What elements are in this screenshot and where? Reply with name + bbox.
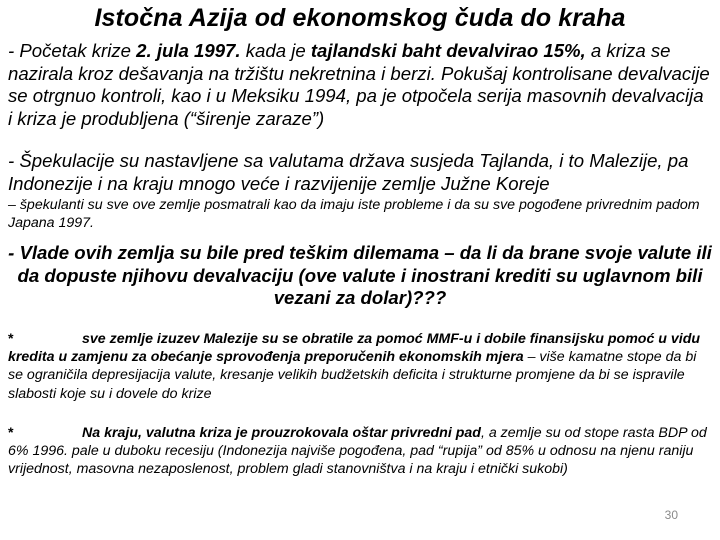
p1-text-e: a kriza se nazirala kroz dešavanja na tržištu nekretnina i berzi. Pokušaj kontrolisane devalvacije se otrgnuo kontroli, kao i u Meksiku 1994, pa je otpočela serija masovnih devalvacija i kriza je produbljena (“širenje zaraze”)	[8, 40, 710, 129]
paragraph-government-dilemma: - Vlade ovih zemlja su bile pred teškim dilemama – da li da brane svoje valute ili da dopuste njihovu devalvaciju (ove valute i inostrani krediti su uglavnom bili vezani za dolar)???	[8, 242, 712, 309]
page-number: 30	[664, 508, 678, 522]
bullet-star: *	[8, 331, 14, 347]
p5-bold-text: sve zemlje izuzev Malezije su se obratile za pomoć MMF-u i dobile finansijsku pomoć u vidu kredita u zamjenu za obećanje sprovođenja preporučenih ekonomskih mjera	[8, 331, 701, 366]
p1-text-a: - Početak krize	[8, 40, 137, 61]
p5-text: – više kamatne stope da bi se ograničila depresijacija valute, kresanje velikih budžetskih deficita i strukturne promjene da bi se ispravile slabosti koje su i dovele do krize	[8, 349, 697, 402]
paragraph-crisis-start	[8, 40, 712, 130]
p1-text-c: kada je	[240, 40, 311, 61]
paragraph-speculation: - Špekulacije su nastavljene sa valutama država susjeda Tajlanda, i to Malezije, pa Indonezije i na kraju mnogo veće i razvijenije zemlje Južne Koreje	[8, 150, 689, 194]
slide-title: Istočna Azija od ekonomskog čuda do kraha	[94, 4, 626, 32]
paragraph-speculators: – špekulanti su sve ove zemlje posmatrali kao da imaju iste probleme i da su sve pogođene privrednim padom Japana 1997.	[8, 197, 700, 232]
paragraph-imf-help	[8, 330, 712, 403]
p1-baht-devaluation: tajlandski baht devalvirao 15%,	[310, 40, 586, 61]
p1-date: 2. jula 1997.	[136, 40, 241, 61]
bullet-star: *	[8, 425, 14, 441]
p6-text: , a zemlje su od stope rasta BDP od 6% 1996. pale u duboku recesiju (Indonezija najviše pogođena, pad “rupija” od 85% u odnosu na njenu raniju vrijednost, masovna nezaposlenost, problem gladi stanovništva i na kraju i etnički sukobi)	[8, 425, 707, 478]
p6-bold-text: Na kraju, valutna kriza je prouzrokovala oštar privredni pad	[82, 425, 481, 441]
paragraph-recession	[8, 424, 712, 479]
